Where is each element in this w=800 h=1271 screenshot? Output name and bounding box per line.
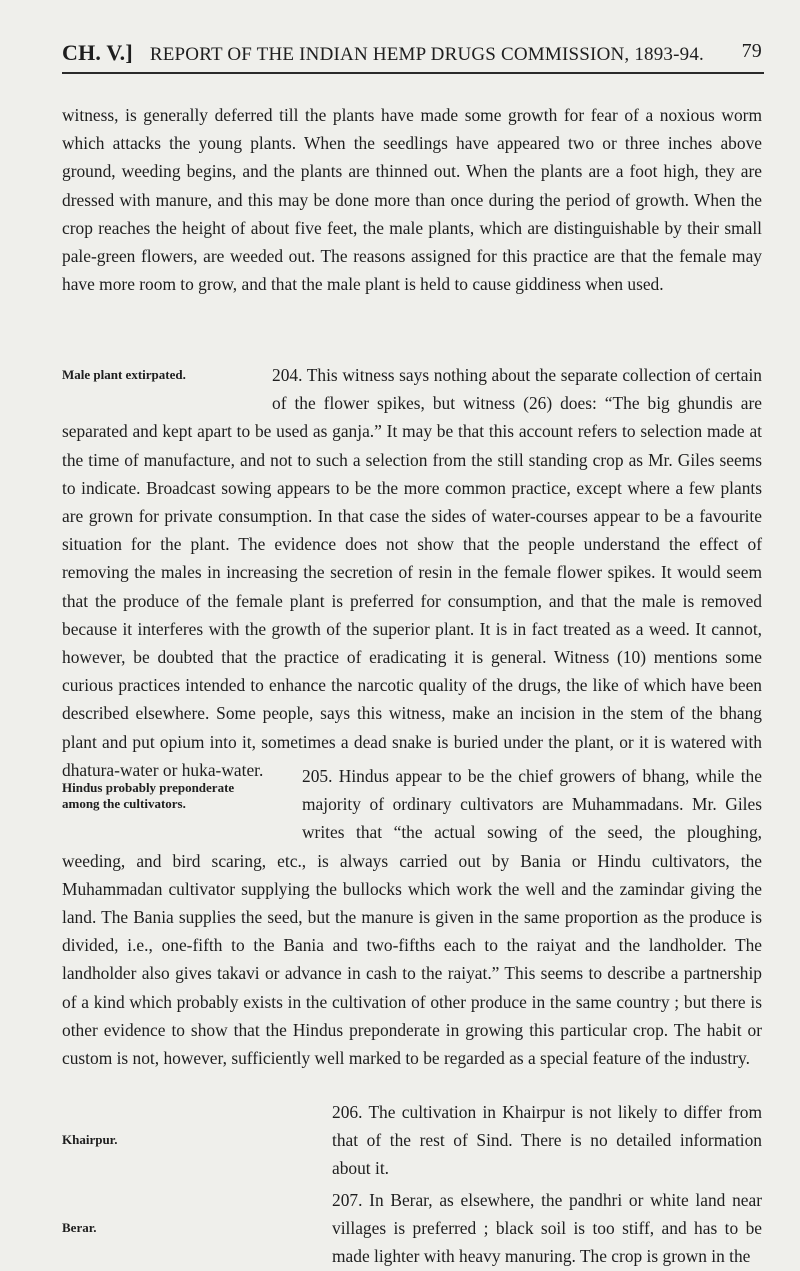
paragraph-text: This witness says nothing about the separate collection of certain of the flower spikes, but witness (26) does: “The big ghundis are separated and kept apart to be used as ganja.” It may be that this account refers to selection made at the time of manufacture, and not to such a selection from the still standing crop as Mr. Giles seems to indicate. Broadcast sowing appears to be the more common practice, except where a few plants are grown for private consumption. In that case the sides of water-courses appear to be a favourite situation for the plant. The evidence does not show that the people understand the effect of removing the males in increasing the secretion of resin in the female flower spikes. It would seem that the produce of the female plant is preferred for consumption, and that the male is removed because it interferes with the growth of the superior plant. It is in fact treated as a weed. It cannot, however, be doubted that the practice of eradicating it is general. Witness (10) mentions some curious practices intended to enhance the narcotic quality of the drugs, the like of which have been described elsewhere. Some people, says this witness, make an incision in the stem of the bhang plant and put opium into it, sometimes a dead snake is buried under the plant, or it is watered with dhatura-water or huka-water. [62,365,762,780]
paragraph-number: 204. [272,365,303,385]
paragraph-206 [62,1098,762,1183]
margin-note: Male plant extirpated. [62,367,186,382]
header-rule [62,72,764,74]
paragraph-continued [62,101,762,298]
margin-note: Berar. [62,1220,97,1235]
paragraph-207 [62,1186,762,1271]
paragraph-text: Hindus appear to be the chief growers of bhang, while the majority of ordinary cultivators are Muhammadans. Mr. Giles writes that “the actual sowing of the seed, the ploughing, weeding, and bird scaring, etc., is always carried out by Bania or Hindu cultivators, the Muhammadan cultivator supplying the bullocks which work the well and the zamindar giving the land. The Bania supplies the seed, but the manure is given in the same proportion as the produce is divided, i.e., one-fifth to the Bania and two-fifths each to the raiyat and the landholder. The landholder also gives takavi or advance in cash to the raiyat.” This seems to describe a partnership of a kind which probably exists in the cultivation of other produce in the same country ; but there is other evidence to show that the Hindus preponderate in growing this particular crop. The habit or custom is not, however, sufficiently well marked to be regarded as a special feature of the industry. [62,766,762,1069]
page-number: 79 [741,40,762,62]
paragraph-204 [62,361,762,784]
running-header [62,40,762,66]
header-title: REPORT OF THE INDIAN HEMP DRUGS COMMISSION, 1893-94. [149,44,704,65]
paragraph-number: 205. [302,766,333,786]
chapter-label: CH. V.] [62,40,133,65]
paragraph-205 [62,762,762,1072]
margin-note: Hindus probably preponderate among the cultivators. [62,780,235,811]
paragraph-text: witness, is generally deferred till the plants have made some growth for fear of a noxious worm which attacks the young plants. When the seedlings have appeared two or three inches above ground, weeding begins, and the plants are thinned out. When the plants are a foot high, they are dressed with manure, and this may be done more than once during the period of growth. When the crop reaches the height of about five feet, the male plants, which are distinguishable by their small pale-green flowers, are weeded out. The reasons assigned for this practice are that the female may have more room to grow, and that the male plant is held to cause giddiness when used. [62,105,762,295]
paragraph-text: In Berar, as elsewhere, the pandhri or white land near villages is preferred ; black soil is too stiff, and has to be made lighter with heavy manuring. The crop is grown in the [332,1190,762,1267]
paragraph-number: 206. [332,1102,363,1122]
paragraph-number: 207. [332,1190,363,1210]
margin-note: Khairpur. [62,1132,118,1147]
paragraph-text: The cultivation in Khairpur is not likely to differ from that of the rest of Sind. There is no detailed information about it. [332,1102,762,1179]
